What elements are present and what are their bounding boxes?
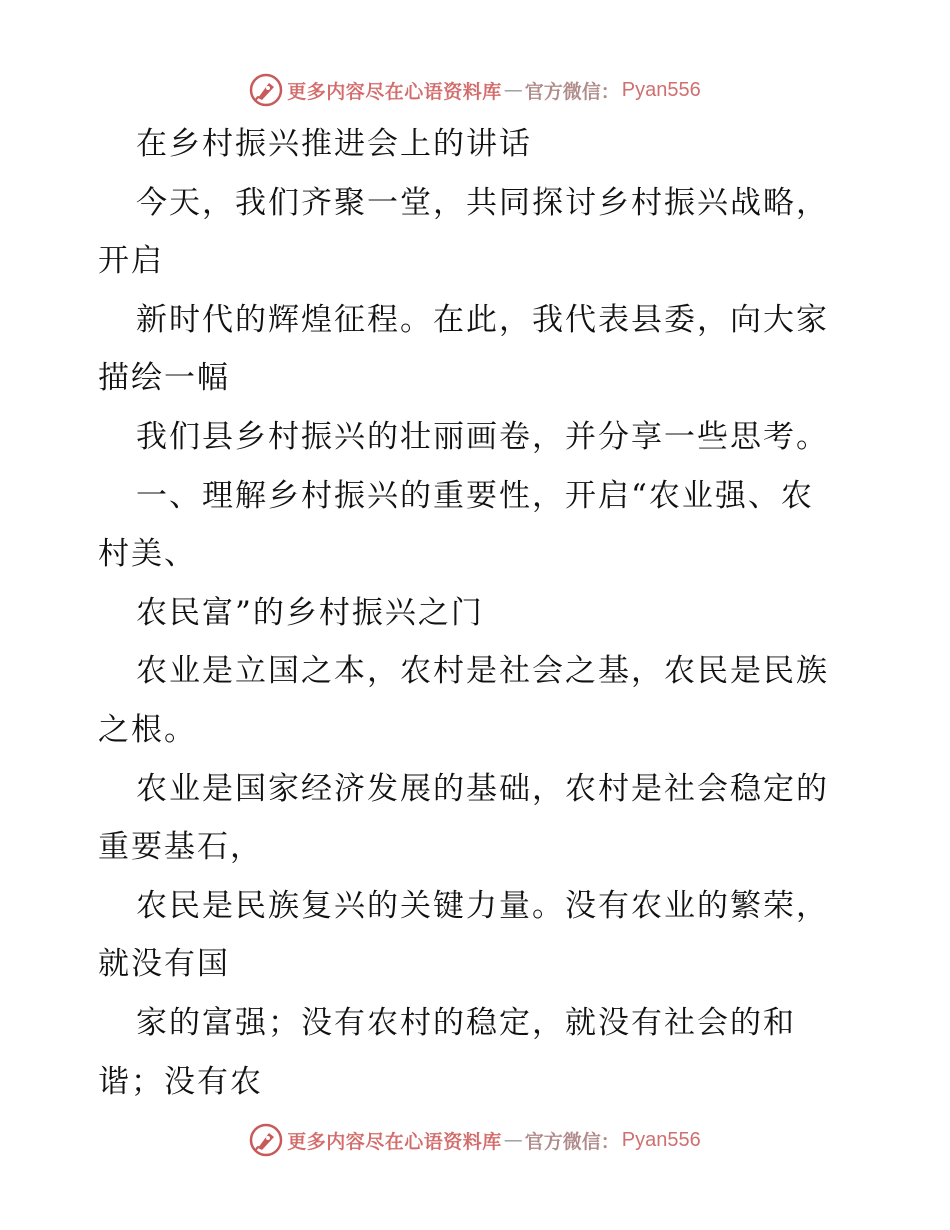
text-line: 农民富”的乡村振兴之门 (136, 594, 484, 631)
text-line: 描绘一幅 (98, 360, 230, 397)
watermark-separator: — (503, 1129, 523, 1151)
watermark-wechat-label: 官方微信： (524, 1130, 620, 1153)
text-line: 家的富强；没有农村的稳定，就没有社会的和 (136, 1004, 796, 1041)
text-line: 谐；没有农 (98, 1063, 263, 1100)
watermark-wechat-id: Pyan556 (621, 78, 701, 101)
watermark-wechat-id: Pyan556 (621, 1128, 701, 1151)
document-title: 在乡村振兴推进会上的讲话 (136, 126, 532, 162)
text-line: 开启 (98, 243, 164, 280)
text-line: 就没有国 (98, 946, 230, 983)
pen-nib-logo-icon (249, 73, 283, 107)
text-line: 村美、 (98, 536, 197, 573)
footer-watermark (0, 1120, 950, 1160)
text-line: 新时代的辉煌征程。在此，我代表县委，向大家 (136, 301, 829, 338)
watermark-site-text: 更多内容尽在心语资料库 (287, 1130, 502, 1153)
text-line: 之根。 (98, 711, 197, 748)
watermark-site-text: 更多内容尽在心语资料库 (287, 80, 502, 103)
text-line: 农业是立国之本，农村是社会之基，农民是民族 (136, 653, 829, 690)
pen-nib-logo-icon (249, 1123, 283, 1157)
text-line: 一、理解乡村振兴的重要性，开启“农业强、农 (136, 477, 814, 514)
watermark-wechat-label: 官方微信： (524, 80, 620, 103)
text-line: 今天，我们齐聚一堂，共同探讨乡村振兴战略， (136, 184, 829, 221)
header-watermark (0, 70, 950, 110)
text-line: 重要基石， (98, 829, 263, 866)
watermark-separator: — (503, 79, 523, 101)
document-body (98, 115, 858, 1111)
text-line: 农业是国家经济发展的基础，农村是社会稳定的 (136, 770, 829, 807)
text-line: 农民是民族复兴的关键力量。没有农业的繁荣， (136, 887, 829, 924)
text-line: 我们县乡村振兴的壮丽画卷，并分享一些思考。 (136, 418, 829, 455)
